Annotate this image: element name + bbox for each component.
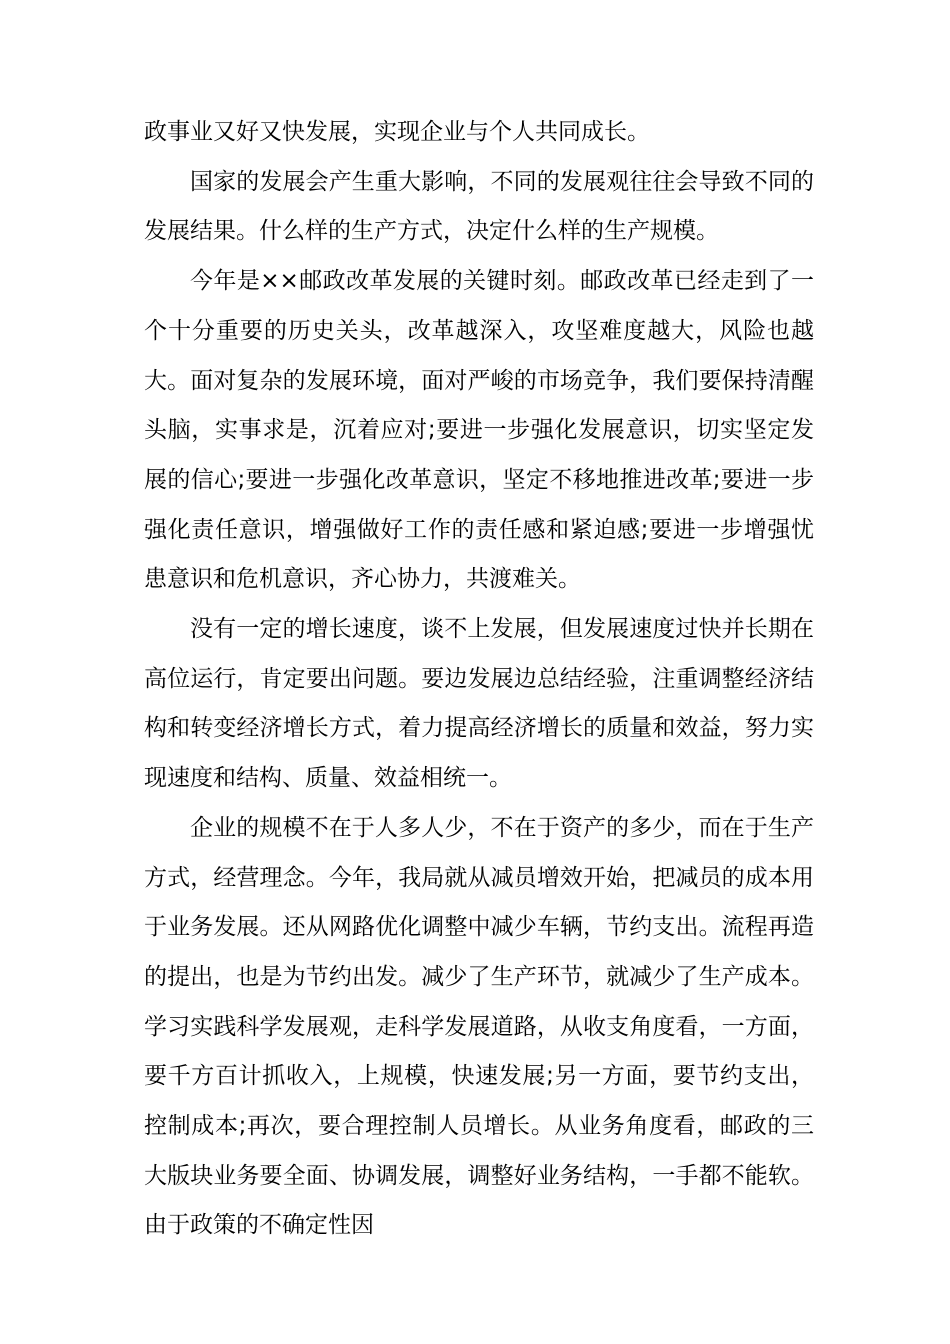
paragraph-continuation: 政事业又好又快发展，实现企业与个人共同成长。 bbox=[144, 119, 650, 145]
paragraph-postal-reform: 今年是××邮政改革发展的关键时刻。邮政改革已经走到了一个十分重要的历史关头，改革越深入，攻坚难度越大，风险也越大。面对复杂的发展环境，面对严峻的市场竞争，我们要保持清醒头脑，实事求是，沉着应对;要进一步强化发展意识，切实坚定发展的信心;要进一步强化改革意识，坚定不移地推进改革;要进一步强化责任意识，增强做好工作的责任感和紧迫感;要进一步增强忧患意识和危机意识，齐心协力，共渡难关。 bbox=[144, 268, 814, 593]
paragraph-enterprise-scale: 企业的规模不在于人多人少，不在于资产的多少，而在于生产方式，经营理念。今年，我局就从减员增效开始，把减员的成本用于业务发展。还从网路优化调整中减少车辆，节约支出。流程再造的提出，也是为节约出发。减少了生产环节，就减少了生产成本。学习实践科学发展观，走科学发展道路，从收支角度看，一方面，要千方百计抓收入，上规模，快速发展;另一方面，要节约支出，控制成本;再次，要合理控制人员增长。从业务角度看，邮政的三大版块业务要全面、协调发展，调整好业务结构，一手都不能软。由于政策的不确定性因 bbox=[144, 814, 814, 1239]
document-body bbox=[144, 108, 814, 1251]
paragraph-national-development: 国家的发展会产生重大影响，不同的发展观往往会导致不同的发展结果。什么样的生产方式，决定什么样的生产规模。 bbox=[144, 168, 814, 245]
paragraph-growth-speed: 没有一定的增长速度，谈不上发展，但发展速度过快并长期在高位运行，肯定要出问题。要边发展边总结经验，注重调整经济结构和转变经济增长方式，着力提高经济增长的质量和效益，努力实现速度和结构、质量、效益相统一。 bbox=[144, 616, 814, 792]
